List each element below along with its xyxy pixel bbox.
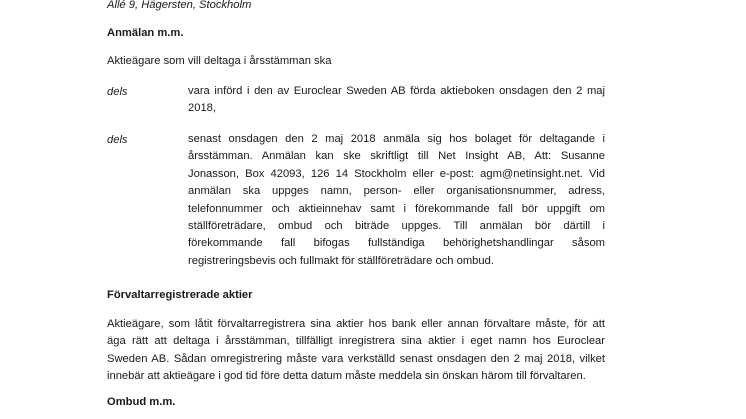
forvaltar-line: äga rätt att deltaga i årsstämman, tillfälligt inregistrera sina aktier i eget namn hos Euroclear <box>107 335 605 348</box>
heading-forvaltar: Förvaltarregistrerade aktier <box>107 289 253 301</box>
heading-ombud: Ombud m.m. <box>107 396 176 408</box>
forvaltar-paragraph <box>107 316 605 386</box>
item-1-line: 2018, <box>188 102 216 115</box>
address-line: Allé 9, Hägersten, Stockholm <box>107 0 252 11</box>
item-2-line: ställföreträdare, ombud och biträde uppges. Till anmälan bör därtill i <box>188 219 605 232</box>
item-2-line: årsstämman. Anmälan kan ske skriftligt till Net Insight AB, Att: Susanne <box>188 150 605 163</box>
heading-anmalan: Anmälan m.m. <box>107 27 184 39</box>
item-2-line: förekommande fall bifogas fullständiga behörighetshandlingar såsom <box>188 237 605 250</box>
item-2-line: registreringsbevis och fullmakt för ställföreträdare och ombud. <box>188 254 494 267</box>
item-2-line: Jonasson, Box 42093, 126 14 Stockholm eller e-post: agm@netinsight.net. Vid <box>188 167 605 180</box>
item-label-dels-1: dels <box>107 86 128 98</box>
anmalan-intro: Aktieägare som vill deltaga i årsstämman ska <box>107 55 332 67</box>
forvaltar-line: Aktieägare, som låtit förvaltarregistrera sina aktier hos bank eller annan förvaltare måste, för att <box>107 318 605 330</box>
forvaltar-line: innebär att aktieägare i god tid före detta datum måste meddela sin önskan härom till förvaltaren. <box>107 370 586 383</box>
item-2-line: telefonnummer och aktieinnehav samt i förekommande fall bör uppgift om <box>188 202 605 215</box>
item-text-2 <box>188 131 605 270</box>
item-label-dels-2: dels <box>107 134 128 146</box>
item-2-line: anmälan ska uppges namn, person- eller organisationsnummer, adress, <box>188 185 605 198</box>
item-1-line: vara införd i den av Euroclear Sweden AB förda aktieboken onsdagen den 2 maj <box>188 85 605 97</box>
forvaltar-line: Sweden AB. Sådan omregistrering måste vara verkställd senast onsdagen den 2 maj 2018, vilket <box>107 352 605 365</box>
item-2-line: senast onsdagen den 2 maj 2018 anmäla sig hos bolaget för deltagande i <box>188 133 605 145</box>
item-text-1 <box>188 83 605 118</box>
